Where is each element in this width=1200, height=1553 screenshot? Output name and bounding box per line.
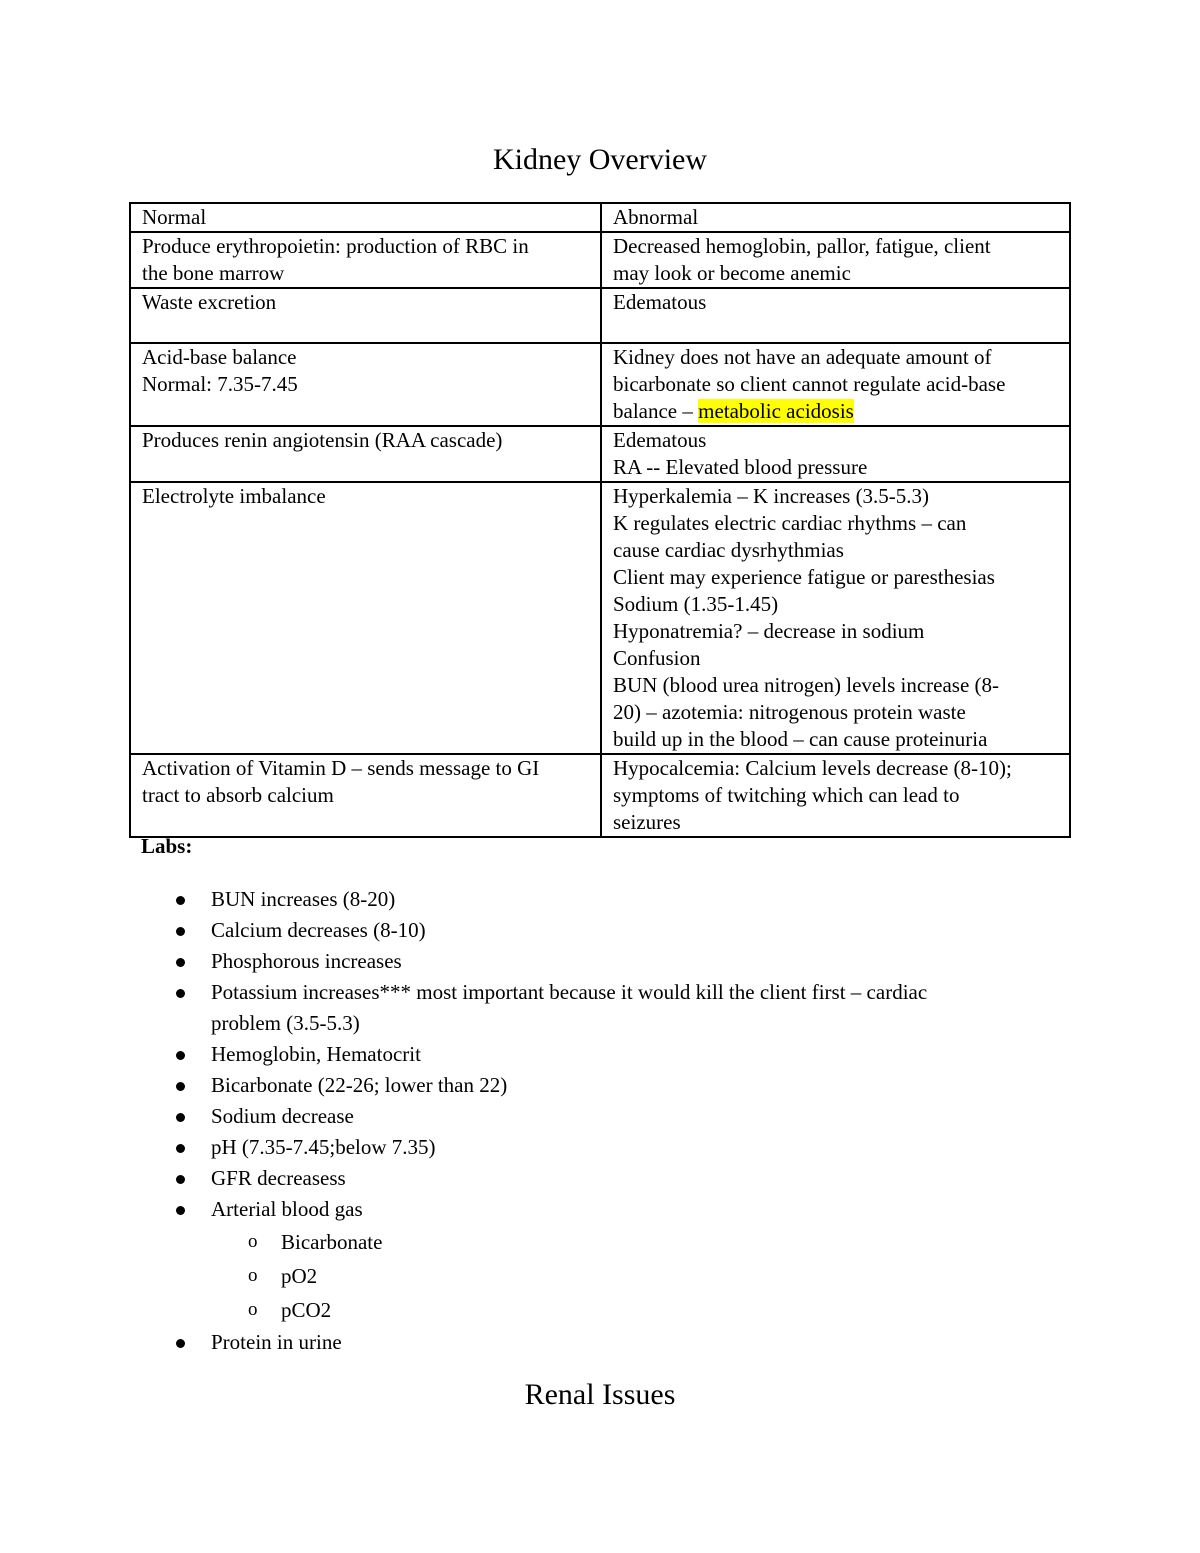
cell-line: Activation of Vitamin D – sends message to GI — [142, 756, 540, 780]
cell-line: Hyperkalemia – K increases (3.5-5.3) — [613, 484, 930, 508]
circle-bullet-icon: o — [248, 1299, 258, 1320]
abnormal-cell — [601, 288, 1070, 343]
cell-line: Edematous — [613, 290, 707, 314]
list-item — [0, 1194, 1200, 1327]
bullet-icon — [176, 989, 185, 998]
bullet-icon — [176, 1339, 185, 1348]
normal-cell — [130, 426, 601, 482]
abnormal-cell — [601, 482, 1070, 754]
header-abnormal: Abnormal — [601, 203, 1070, 232]
list-item — [0, 946, 1200, 977]
list-item-text: Sodium decrease — [211, 1104, 354, 1128]
abnormal-cell — [601, 426, 1070, 482]
normal-cell — [130, 232, 601, 288]
cell-line: K regulates electric cardiac rhythms – can — [613, 511, 967, 535]
bullet-icon — [176, 927, 185, 936]
cell-line: Decreased hemoglobin, pallor, fatigue, client — [613, 234, 991, 258]
cell-line: symptoms of twitching which can lead to — [613, 783, 960, 807]
cell-line: Normal: 7.35-7.45 — [142, 372, 298, 396]
normal-cell — [130, 343, 601, 426]
list-item-text: BUN increases (8-20) — [211, 887, 396, 911]
sub-list-item-text: Bicarbonate — [281, 1230, 383, 1254]
cell-line: RA -- Elevated blood pressure — [613, 455, 868, 479]
list-item — [0, 1132, 1200, 1163]
bullet-icon — [176, 1082, 185, 1091]
labs-list — [0, 884, 1200, 1358]
cell-line: Client may experience fatigue or paresthesias — [613, 565, 995, 589]
list-item-text: Phosphorous increases — [211, 949, 402, 973]
header-normal: Normal — [130, 203, 601, 232]
table-row — [130, 343, 1070, 426]
table-row — [130, 288, 1070, 343]
cell-line: bicarbonate so client cannot regulate acid-base — [613, 372, 1006, 396]
list-item — [0, 977, 1200, 1039]
list-item-text: Arterial blood gas — [211, 1197, 363, 1221]
cell-line: Sodium (1.35-1.45) — [613, 592, 779, 616]
cell-line: may look or become anemic — [613, 261, 851, 285]
cell-line: Edematous — [613, 428, 707, 452]
list-item — [0, 1327, 1200, 1358]
list-item-text: Protein in urine — [211, 1330, 342, 1354]
section-title: Renal Issues — [524, 1378, 676, 1411]
table-row — [130, 232, 1070, 288]
bullet-icon — [176, 1113, 185, 1122]
list-item-text-continued: problem (3.5-5.3) — [211, 1011, 360, 1035]
cell-line: seizures — [613, 810, 681, 834]
abnormal-cell — [601, 754, 1070, 837]
list-item — [0, 884, 1200, 915]
sub-list-item — [0, 1293, 1200, 1327]
sub-list-item-text: pCO2 — [281, 1298, 332, 1322]
cell-line: Produces renin angiotensin (RAA cascade) — [142, 428, 503, 452]
cell-line: the bone marrow — [142, 261, 285, 285]
bullet-icon — [176, 1175, 185, 1184]
list-item-text: GFR decreasess — [211, 1166, 346, 1190]
labs-heading: Labs: — [141, 834, 193, 858]
cell-line: Electrolyte imbalance — [142, 484, 326, 508]
bullet-icon — [176, 958, 185, 967]
table-row — [130, 482, 1070, 754]
cell-line: Hyponatremia? – decrease in sodium — [613, 619, 925, 643]
list-item — [0, 1163, 1200, 1194]
bullet-icon — [176, 1206, 185, 1215]
cell-line: tract to absorb calcium — [142, 783, 334, 807]
sub-list-item — [0, 1225, 1200, 1259]
list-item-text: Calcium decreases (8-10) — [211, 918, 426, 942]
normal-cell — [130, 754, 601, 837]
cell-line: 20) – azotemia: nitrogenous protein waste — [613, 700, 966, 724]
cell-line: Waste excretion — [142, 290, 277, 314]
cell-line: Kidney does not have an adequate amount of — [613, 345, 992, 369]
cell-line: cause cardiac dysrhythmias — [613, 538, 844, 562]
cell-line: BUN (blood urea nitrogen) levels increase (8- — [613, 673, 1000, 697]
abnormal-cell — [601, 343, 1070, 426]
table-row — [130, 426, 1070, 482]
sub-list-item — [0, 1259, 1200, 1293]
normal-cell — [130, 288, 601, 343]
normal-cell — [130, 482, 601, 754]
cell-line: Confusion — [613, 646, 701, 670]
cell-line: Acid-base balance — [142, 345, 297, 369]
circle-bullet-icon: o — [248, 1265, 258, 1286]
highlighted-text: metabolic acidosis — [698, 399, 854, 423]
circle-bullet-icon: o — [248, 1231, 258, 1252]
list-item — [0, 1070, 1200, 1101]
list-item — [0, 915, 1200, 946]
sub-list — [211, 1225, 1200, 1327]
sub-list-item-text: pO2 — [281, 1264, 318, 1288]
list-item-text: Potassium increases*** most important because it would kill the client first – cardiac — [211, 980, 928, 1004]
abnormal-cell — [601, 232, 1070, 288]
page-title: Kidney Overview — [492, 143, 708, 176]
kidney-overview-table — [129, 202, 1071, 838]
list-item-text: pH (7.35-7.45;below 7.35) — [211, 1135, 436, 1159]
table-header-row — [130, 203, 1070, 232]
cell-line: Produce erythropoietin: production of RBC in — [142, 234, 529, 258]
cell-line — [613, 398, 1059, 425]
cell-line: build up in the blood – can cause proteinuria — [613, 727, 988, 751]
list-item — [0, 1039, 1200, 1070]
cell-line: Hypocalcemia: Calcium levels decrease (8-10); — [613, 756, 1012, 780]
bullet-icon — [176, 896, 185, 905]
bullet-icon — [176, 1144, 185, 1153]
list-item-text: Bicarbonate (22-26; lower than 22) — [211, 1073, 508, 1097]
list-item-text: Hemoglobin, Hematocrit — [211, 1042, 421, 1066]
list-item — [0, 1101, 1200, 1132]
bullet-icon — [176, 1051, 185, 1060]
table-row — [130, 754, 1070, 837]
cell-text: balance – — [613, 399, 699, 423]
